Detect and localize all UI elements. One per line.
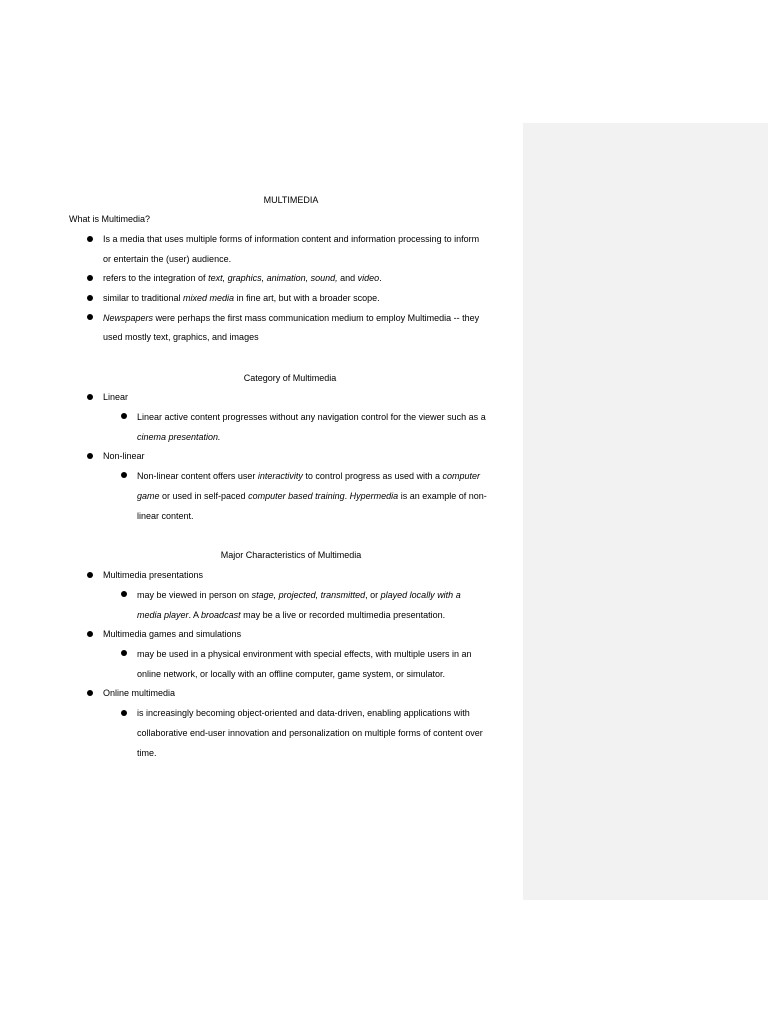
category-nonlinear-label: Non-linear <box>103 451 145 461</box>
definition-1-line1: Is a media that uses multiple forms of information content and information processing to inform <box>103 234 480 244</box>
characteristic-games-label: Multimedia games and simulations <box>103 629 242 639</box>
bullet-icon <box>87 236 93 242</box>
definition-2: refers to the integration of text, graphics, animation, sound, and video. <box>103 273 382 283</box>
bullet-icon <box>87 690 93 696</box>
characteristic-games-line2: online network, or locally with an offline computer, game system, or simulator. <box>137 669 445 679</box>
bullet-icon <box>121 413 127 419</box>
bullet-icon <box>87 572 93 578</box>
bullet-icon <box>87 394 93 400</box>
question-heading: What is Multimedia? <box>69 214 151 224</box>
category-linear-desc-line2: cinema presentation. <box>137 432 221 442</box>
definition-4-line1: Newspapers were perhaps the first mass communication medium to employ Multimedia -- they <box>103 313 480 323</box>
characteristics-heading: Major Characteristics of Multimedia <box>220 550 362 560</box>
category-linear-label: Linear <box>103 392 129 402</box>
characteristic-presentations-label: Multimedia presentations <box>103 570 204 580</box>
bullet-icon <box>87 275 93 281</box>
comment-pane <box>523 123 768 900</box>
bullet-icon <box>87 295 93 301</box>
category-nonlinear-desc-line1: Non-linear content offers user interactivity to control progress as used with a computer <box>137 471 481 481</box>
definition-4-line2: used mostly text, graphics, and images <box>103 332 259 342</box>
bullet-icon <box>121 591 127 597</box>
characteristic-games-line1: may be used in a physical environment with special effects, with multiple users in an <box>137 649 472 659</box>
bullet-icon <box>121 710 127 716</box>
document-title: MULTIMEDIA <box>263 195 319 205</box>
bullet-icon <box>87 314 93 320</box>
category-linear-desc-line1: Linear active content progresses without any navigation control for the viewer such as a <box>137 412 486 422</box>
characteristic-online-line3: time. <box>137 748 157 758</box>
characteristic-presentations-line1: may be viewed in person on stage, projected, transmitted, or played locally with a <box>137 590 461 600</box>
definition-1-line2: or entertain the (user) audience. <box>103 254 232 264</box>
bullet-icon <box>121 650 127 656</box>
category-nonlinear-desc-line2: game or used in self-paced computer based training. Hypermedia is an example of non- <box>137 491 487 501</box>
bullet-icon <box>87 631 93 637</box>
category-heading: Category of Multimedia <box>243 373 337 383</box>
characteristic-online-line1: is increasingly becoming object-oriented and data-driven, enabling applications with <box>137 708 470 718</box>
characteristic-online-label: Online multimedia <box>103 688 176 698</box>
characteristic-online-line2: collaborative end-user innovation and personalization on multiple forms of content over <box>137 728 483 738</box>
definition-3: similar to traditional mixed media in fine art, but with a broader scope. <box>103 293 380 303</box>
bullet-icon <box>121 472 127 478</box>
bullet-icon <box>87 453 93 459</box>
characteristic-presentations-line2: media player. A broadcast may be a live or recorded multimedia presentation. <box>137 610 446 620</box>
category-nonlinear-desc-line3: linear content. <box>137 511 194 521</box>
